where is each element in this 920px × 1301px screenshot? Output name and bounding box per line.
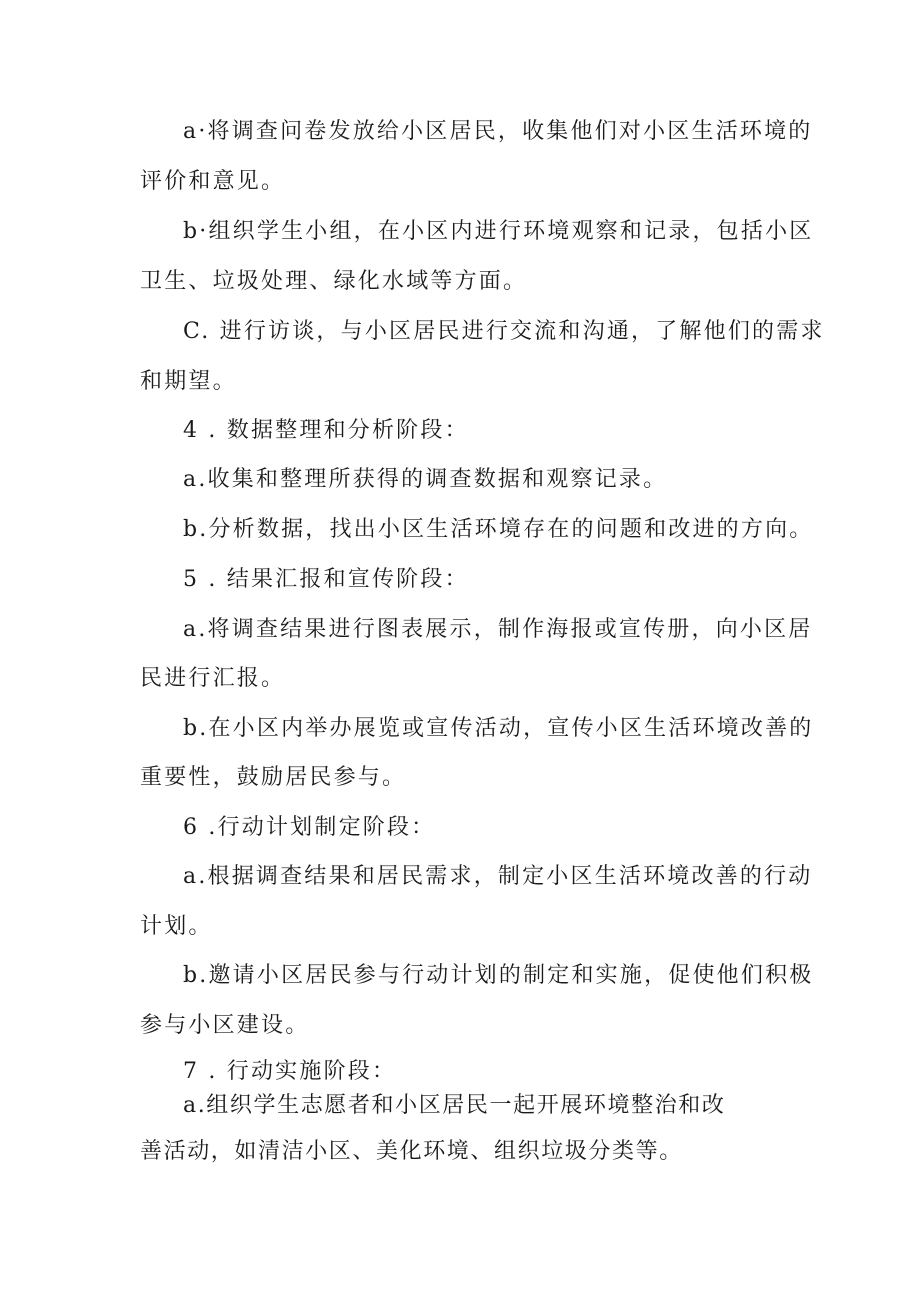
section-5-item-b-line-1: b.在小区内举办展览或宣传活动，宣传小区生活环境改善的 [183,716,814,741]
section-6-heading: 6 .行动计划制定阶段： [183,815,436,840]
section-6-item-a-line-1: a.根据调查结果和居民需求，制定小区生活环境改善的行动 [183,864,813,889]
section-6-item-b-line-2: 参与小区建设。 [140,1013,310,1038]
paragraph-a-survey-line-2: 评价和意见。 [140,169,286,194]
paragraph-b-observation-line-1: b·组织学生小组，在小区内进行环境观察和记录，包括小区 [183,219,814,244]
paragraph-c-interview-line-2: 和期望。 [140,369,237,394]
section-7-item-a-line-1: a.组织学生志愿者和小区居民一起开展环境整治和改 [183,1093,726,1118]
section-6-item-a-line-2: 计划。 [140,914,213,939]
section-4-item-a: a.收集和整理所获得的调查数据和观察记录。 [183,467,668,492]
section-5-item-a-line-2: 民进行汇报。 [140,666,286,691]
section-7-item-a-line-2: 善活动，如清洁小区、美化环境、组织垃圾分类等。 [140,1139,683,1164]
section-7-heading: 7 . 行动实施阶段： [183,1059,397,1084]
section-4-heading: 4 . 数据整理和分析阶段： [183,418,469,443]
paragraph-a-survey-line-1: a·将调查问卷发放给小区居民，收集他们对小区生活环境的 [183,119,813,144]
section-5-heading: 5 . 结果汇报和宣传阶段： [183,567,469,592]
section-5-item-a-line-1: a.将调查结果进行图表展示，制作海报或宣传册，向小区居 [183,617,813,642]
paragraph-c-interview-line-1: C. 进行访谈，与小区居民进行交流和沟通，了解他们的需求 [183,319,825,344]
section-5-item-b-line-2: 重要性，鼓励居民参与。 [140,765,407,790]
section-6-item-b-line-1: b.邀请小区居民参与行动计划的制定和实施，促使他们积极 [183,963,814,988]
paragraph-b-observation-line-2: 卫生、垃圾处理、绿化水域等方面。 [140,269,528,294]
section-4-item-b: b.分析数据，找出小区生活环境存在的问题和改进的方向。 [183,517,814,542]
